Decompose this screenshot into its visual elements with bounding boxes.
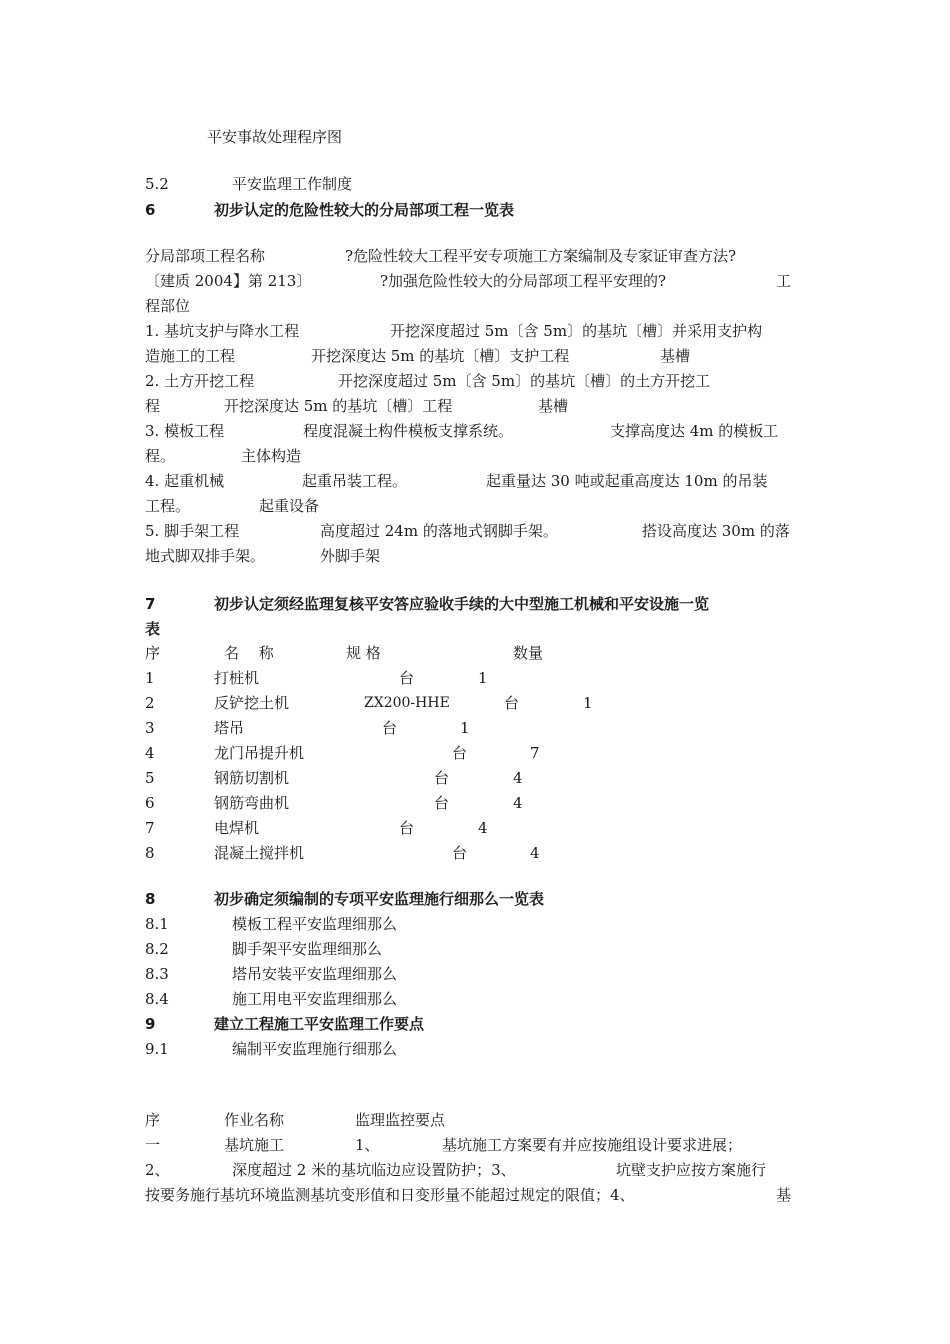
item-text: 编制平安监理施行细那么 bbox=[232, 1040, 398, 1058]
row-qty: 1 bbox=[583, 694, 593, 712]
item-location: 基槽 bbox=[660, 347, 691, 365]
row-unit: 台 bbox=[452, 744, 468, 762]
row-point-text: 基坑施工方案要有并应按施组设计要求进展； bbox=[442, 1136, 743, 1154]
item-number: 9.1 bbox=[145, 1040, 169, 1058]
row-unit: 台 bbox=[504, 694, 520, 712]
item-text: 塔吊安装平安监理细那么 bbox=[232, 965, 398, 983]
header-part-name: 分局部项工程名称 bbox=[145, 247, 266, 265]
section-number: 5.2 bbox=[145, 175, 169, 193]
col-header-no: 序 bbox=[145, 1111, 161, 1129]
item-criteria-cont: 造施工的工程 bbox=[145, 347, 236, 365]
section-6-heading bbox=[145, 200, 515, 220]
row-unit: 台 bbox=[399, 669, 415, 687]
row-name: 钢筋弯曲机 bbox=[214, 794, 290, 812]
row-qty: 4 bbox=[478, 819, 488, 837]
section-number: 6 bbox=[145, 201, 156, 219]
row-qty: 1 bbox=[460, 719, 470, 737]
row-no: 3 bbox=[145, 719, 155, 737]
item-name: 3. 模板工程 bbox=[145, 422, 225, 440]
row-qty: 7 bbox=[530, 744, 540, 762]
row-no: 6 bbox=[145, 794, 155, 812]
item-threshold: 支撑高度达 4m 的模板工 bbox=[610, 422, 779, 440]
row-unit: 台 bbox=[452, 844, 468, 862]
row-name: 电焊机 bbox=[214, 819, 260, 837]
col-header-name: 名 称 bbox=[224, 644, 274, 662]
row-qty: 4 bbox=[513, 769, 523, 787]
item-criteria: 高度超过 24m 的落地式钢脚手架。 bbox=[320, 522, 558, 540]
section-title: 平安监理工作制度 bbox=[232, 175, 353, 193]
row-name: 打桩机 bbox=[214, 669, 260, 687]
row-no: 一 bbox=[145, 1136, 161, 1154]
item-number: 8.2 bbox=[145, 940, 169, 958]
item-criteria: 程度混凝土构件模板支撑系统。 bbox=[303, 422, 514, 440]
item-threshold: 开挖深度达 5m 的基坑〔槽〕工程 bbox=[224, 397, 453, 415]
item-threshold: 起重量达 30 吨或起重高度达 10m 的吊装 bbox=[486, 472, 768, 490]
header-regulation-2: ?加强危险性较大的分局部项工程平安理的? bbox=[380, 272, 667, 290]
section-5-2-heading bbox=[145, 174, 353, 194]
section-title: 初步认定须经监理复核平安答应验收手续的大中型施工机械和平安设施一览 bbox=[214, 595, 710, 613]
row-unit: 台 bbox=[399, 819, 415, 837]
item-text: 脚手架平安监理细那么 bbox=[232, 940, 383, 958]
item-location: 基槽 bbox=[538, 397, 569, 415]
row-name: 龙门吊提升机 bbox=[214, 744, 305, 762]
row-unit: 台 bbox=[382, 719, 398, 737]
item-threshold-cont: 程。 bbox=[145, 447, 176, 465]
item-text: 施工用电平安监理细那么 bbox=[232, 990, 398, 1008]
section-number: 7 bbox=[145, 595, 156, 613]
flowchart-caption: 平安事故处理程序图 bbox=[207, 128, 343, 146]
col-header-qty: 数量 bbox=[513, 644, 544, 662]
section-title: 建立工程施工平安监理工作要点 bbox=[214, 1015, 425, 1033]
row-no: 7 bbox=[145, 819, 155, 837]
item-location: 起重设备 bbox=[259, 497, 320, 515]
item-criteria: 开挖深度超过 5m〔含 5m〕的基坑〔槽〕的土方开挖工 bbox=[338, 372, 711, 390]
row-point-text: 深度超过 2 米的基坑临边应设置防护；3、 bbox=[232, 1161, 516, 1179]
row-name: 反铲挖土机 bbox=[214, 694, 290, 712]
row-name: 塔吊 bbox=[214, 719, 245, 737]
row-point-number: 1、 bbox=[355, 1136, 380, 1154]
row-unit: 台 bbox=[434, 769, 450, 787]
col-header-spec: 规 格 bbox=[346, 644, 381, 662]
item-location: 主体构造 bbox=[241, 447, 302, 465]
row-qty: 1 bbox=[478, 669, 488, 687]
row-point-text: 坑壁支护应按方案施行 bbox=[616, 1161, 767, 1179]
row-no: 1 bbox=[145, 669, 155, 687]
row-spec: ZX200-HHE bbox=[364, 695, 450, 711]
item-criteria-cont: 程 bbox=[145, 397, 161, 415]
item-name: 5. 脚手架工程 bbox=[145, 522, 240, 540]
item-threshold: 开挖深度达 5m 的基坑〔槽〕支护工程 bbox=[311, 347, 570, 365]
col-header-points: 监理监控要点 bbox=[355, 1111, 446, 1129]
item-name: 4. 起重机械 bbox=[145, 472, 225, 490]
item-threshold: 搭设高度达 30m 的落 bbox=[642, 522, 790, 540]
item-criteria: 起重吊装工程。 bbox=[302, 472, 408, 490]
item-name: 2. 土方开挖工程 bbox=[145, 372, 255, 390]
item-number: 8.4 bbox=[145, 990, 169, 1008]
header-part-label: 工 bbox=[776, 272, 792, 290]
row-qty: 4 bbox=[530, 844, 540, 862]
row-no: 5 bbox=[145, 769, 155, 787]
item-number: 8.3 bbox=[145, 965, 169, 983]
col-header-name: 作业名称 bbox=[224, 1111, 285, 1129]
row-no: 8 bbox=[145, 844, 155, 862]
header-regulation-1: ?危险性较大工程平安专项施工方案编制及专家证审查方法? bbox=[345, 247, 737, 265]
item-location: 外脚手架 bbox=[320, 547, 381, 565]
section-number: 8 bbox=[145, 890, 156, 908]
row-point-number: 2、 bbox=[145, 1161, 170, 1179]
item-number: 8.1 bbox=[145, 915, 169, 933]
section-title: 初步认定的危险性较大的分局部项工程一览表 bbox=[214, 201, 515, 219]
row-name: 基坑施工 bbox=[224, 1136, 285, 1154]
item-criteria: 开挖深度超过 5m〔含 5m〕的基坑〔槽〕并采用支护构 bbox=[390, 322, 763, 340]
header-part-label-cont: 程部位 bbox=[145, 297, 191, 315]
row-no: 4 bbox=[145, 744, 155, 762]
col-header-no: 序 bbox=[145, 644, 161, 662]
row-point-text: 基 bbox=[776, 1186, 792, 1204]
row-name: 钢筋切割机 bbox=[214, 769, 290, 787]
section-number: 9 bbox=[145, 1015, 156, 1033]
item-threshold-cont: 工程。 bbox=[145, 497, 191, 515]
item-name: 1. 基坑支护与降水工程 bbox=[145, 322, 300, 340]
row-name: 混凝土搅拌机 bbox=[214, 844, 305, 862]
item-text: 模板工程平安监理细那么 bbox=[232, 915, 398, 933]
row-point-text: 按要务施行基坑环境监测基坑变形值和日变形量不能超过规定的限值；4、 bbox=[145, 1186, 635, 1204]
row-no: 2 bbox=[145, 694, 155, 712]
row-qty: 4 bbox=[513, 794, 523, 812]
section-title: 初步确定须编制的专项平安监理施行细那么一览表 bbox=[214, 890, 545, 908]
header-regulation-ref: 〔建质 2004】第 213〕 bbox=[145, 272, 312, 290]
row-unit: 台 bbox=[434, 794, 450, 812]
item-threshold-cont: 地式脚双排手架。 bbox=[145, 547, 266, 565]
section-title-cont: 表 bbox=[145, 620, 161, 638]
